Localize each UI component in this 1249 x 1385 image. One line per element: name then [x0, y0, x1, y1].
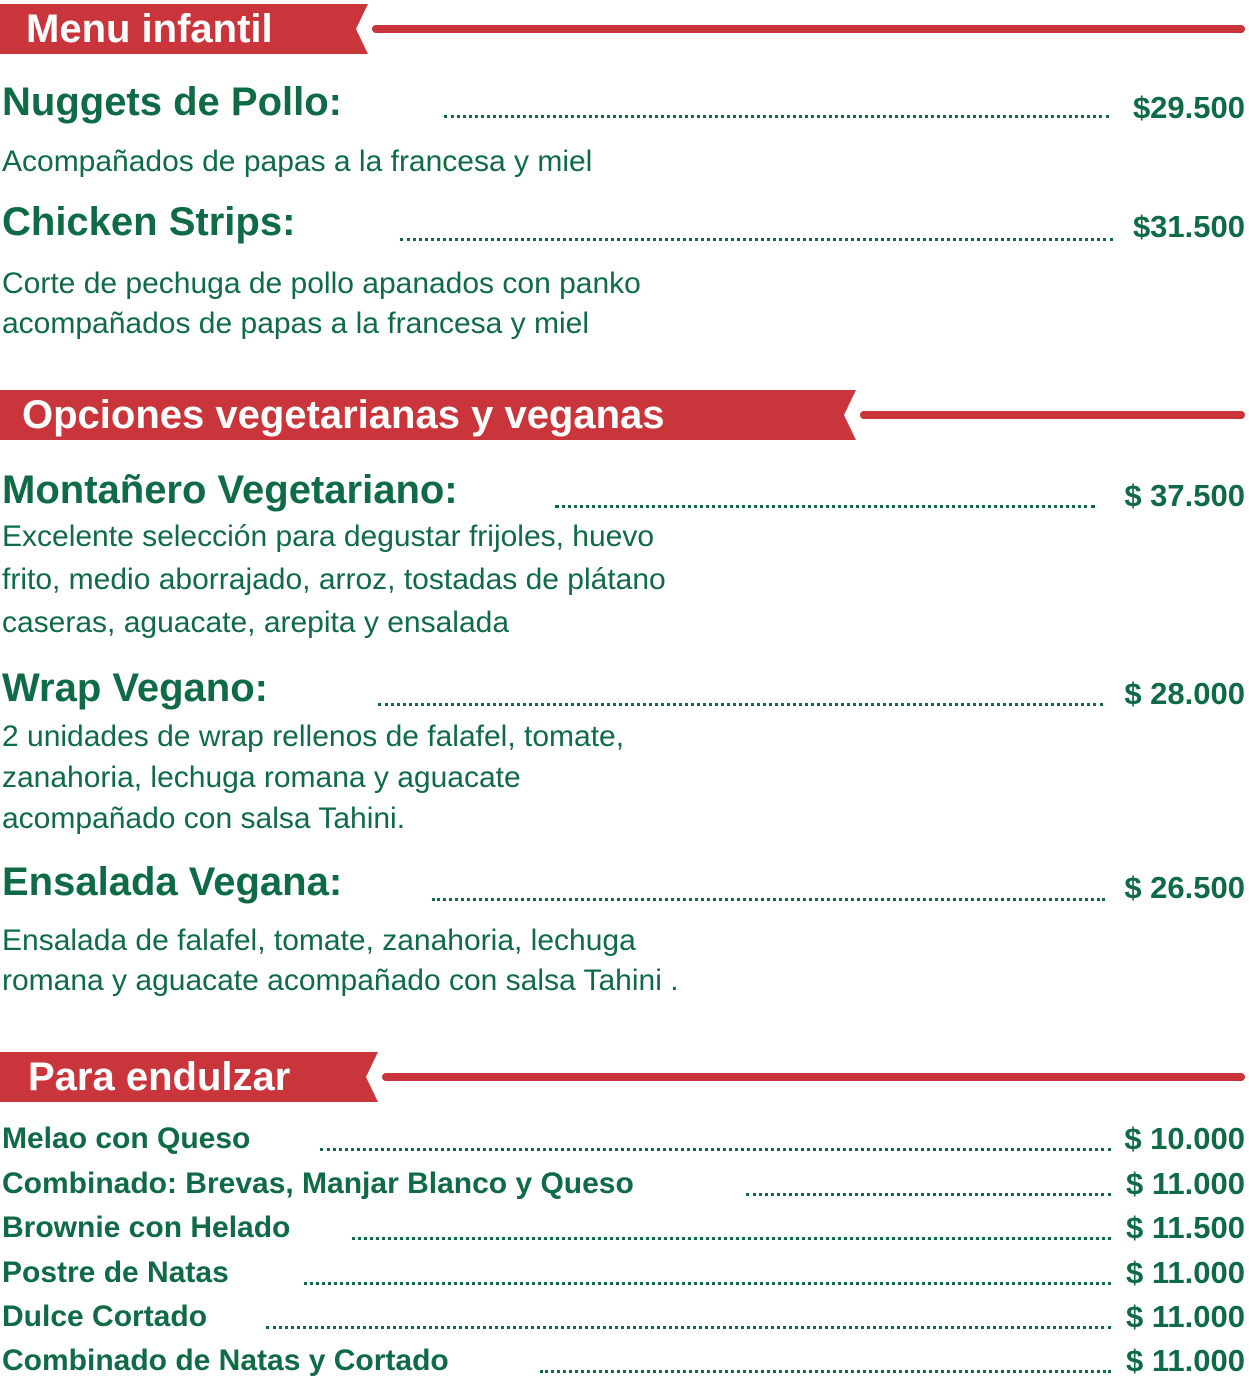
menu-item-description: acompañados de papas a la francesa y miel	[2, 307, 590, 340]
dessert-item-price: $ 11.000	[1126, 1343, 1245, 1378]
section-title: Para endulzar	[28, 1055, 291, 1099]
menu-item-description: caseras, aguacate, arepita y ensalada	[2, 606, 509, 639]
dessert-item-price: $ 10.000	[1124, 1121, 1245, 1156]
menu-item-description: Acompañados de papas a la francesa y miel	[2, 145, 593, 178]
dessert-item-name: Combinado: Brevas, Manjar Blanco y Queso	[2, 1167, 634, 1200]
section-divider	[382, 1073, 1245, 1081]
menu-item-description: acompañado con salsa Tahini.	[2, 802, 406, 835]
dot-leader	[444, 115, 1109, 118]
dot-leader	[432, 898, 1105, 901]
menu-item-description: Corte de pechuga de pollo apanados con panko	[2, 267, 641, 300]
dot-leader	[400, 238, 1113, 241]
menu-item-name: Chicken Strips:	[2, 200, 296, 244]
dot-leader	[266, 1326, 1111, 1329]
section-divider	[860, 411, 1245, 419]
menu-item-price: $29.500	[1132, 90, 1245, 125]
dessert-item-price: $ 11.000	[1126, 1299, 1245, 1334]
dot-leader	[352, 1237, 1111, 1240]
menu-item-description: zanahoria, lechuga romana y aguacate	[2, 761, 521, 794]
dessert-item-name: Melao con Queso	[2, 1122, 251, 1155]
menu-item-name: Nuggets de Pollo:	[2, 80, 342, 124]
section-header-menu-infantil	[0, 4, 1249, 54]
menu-item-description: 2 unidades de wrap rellenos de falafel, tomate,	[2, 720, 625, 753]
section-divider	[372, 25, 1245, 33]
menu-item-price: $31.500	[1132, 209, 1245, 244]
dot-leader	[304, 1282, 1111, 1285]
menu-item-description: romana y aguacate acompañado con salsa Tahini .	[2, 964, 679, 997]
dot-leader	[555, 505, 1095, 508]
dessert-item-price: $ 11.500	[1126, 1210, 1245, 1245]
dot-leader	[320, 1148, 1111, 1151]
menu-item-price: $ 37.500	[1124, 478, 1245, 513]
menu-item-description: Ensalada de falafel, tomate, zanahoria, lechuga	[2, 924, 636, 957]
menu-item-name: Wrap Vegano:	[2, 666, 268, 710]
dot-leader	[540, 1370, 1111, 1373]
menu-item-description: frito, medio aborrajado, arroz, tostadas de plátano	[2, 563, 666, 596]
dessert-item-name: Combinado de Natas y Cortado	[2, 1344, 449, 1377]
dessert-item-name: Dulce Cortado	[2, 1300, 208, 1333]
section-header-para-endulzar	[0, 1052, 1249, 1102]
menu-item-price: $ 28.000	[1124, 676, 1245, 711]
menu-item-name: Montañero Vegetariano:	[2, 468, 458, 512]
dessert-item-price: $ 11.000	[1126, 1166, 1245, 1201]
section-header-opciones-vegetarianas	[0, 390, 1249, 440]
menu-item-name: Ensalada Vegana:	[2, 860, 343, 904]
dessert-item-price: $ 11.000	[1126, 1255, 1245, 1290]
dessert-item-name: Brownie con Helado	[2, 1211, 291, 1244]
section-title: Opciones vegetarianas y veganas	[22, 393, 665, 437]
dessert-item-name: Postre de Natas	[2, 1256, 229, 1289]
dot-leader	[378, 703, 1103, 706]
menu-item-price: $ 26.500	[1124, 870, 1245, 905]
dot-leader	[746, 1193, 1111, 1196]
section-title: Menu infantil	[26, 7, 273, 51]
menu-item-description: Excelente selección para degustar frijoles, huevo	[2, 520, 655, 553]
